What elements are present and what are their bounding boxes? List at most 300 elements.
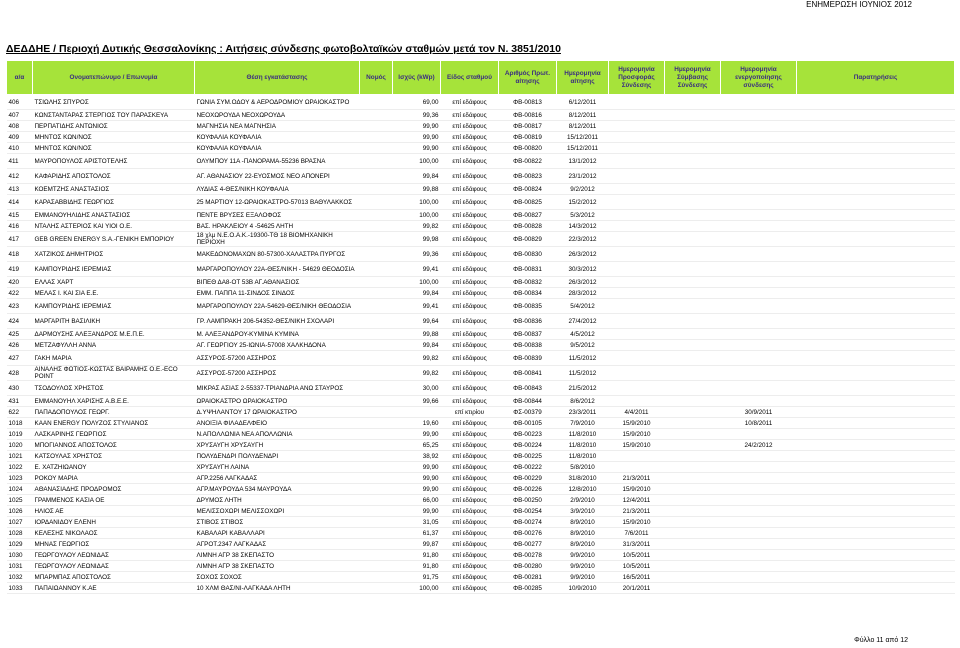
activation-date-cell [721, 169, 797, 184]
activation-date-cell [721, 299, 797, 314]
offer-date-cell [609, 396, 665, 407]
station-type-cell: επί εδάφους [441, 396, 499, 407]
application-date-cell: 15/12/2011 [557, 143, 609, 154]
applicant-name-cell: ΤΣΟΔΟΥΛΟΣ ΧΡΗΣΤΟΣ [33, 381, 195, 396]
row-number-cell: 1019 [7, 429, 33, 440]
prefecture-cell [360, 210, 393, 221]
contract-date-cell [665, 143, 721, 154]
installation-site-cell: 18 χλμ Ν.Ε.Ο.Α.Κ.-19300-ΤΘ 18 ΒΙΟΜΗΧΑΝΙΚΗ ΠΕΡΙΟΧΗ [195, 232, 360, 247]
contract-date-cell [665, 232, 721, 247]
row-number-cell: 1033 [7, 583, 33, 594]
activation-date-cell [721, 95, 797, 110]
contract-date-cell [665, 340, 721, 351]
application-date-cell: 9/9/2010 [557, 572, 609, 583]
remarks-cell [797, 528, 955, 539]
page-header-date: ΕΝΗΜΕΡΩΣΗ ΙΟΥΝΙΟΣ 2012 [806, 0, 912, 9]
table-row [7, 247, 955, 262]
document-title: ΔΕΔΔΗΕ / Περιοχή Δυτικής Θεσσαλονίκης : Αιτήσεις σύνδεσης φωτοβολταϊκών σταθμών μετά τον Ν. 3851/2010 [6, 43, 561, 55]
remarks-cell [797, 314, 955, 329]
station-type-cell: επί εδάφους [441, 95, 499, 110]
activation-date-cell [721, 473, 797, 484]
application-date-cell: 11/8/2010 [557, 429, 609, 440]
activation-date-cell [721, 232, 797, 247]
station-type-cell: επί εδάφους [441, 440, 499, 451]
application-date-cell: 5/8/2010 [557, 462, 609, 473]
protocol-number-cell: ΦΒ-00844 [499, 396, 557, 407]
table-row [7, 528, 955, 539]
row-number-cell: 1025 [7, 495, 33, 506]
application-date-cell: 31/8/2010 [557, 473, 609, 484]
table-row [7, 396, 955, 407]
applicant-name-cell: ΠΑΠΑΔΟΠΟΥΛΟΣ ΓΕΩΡΓ. [33, 407, 195, 418]
power-kwp-cell: 99,90 [393, 484, 441, 495]
protocol-number-cell: ΦΒ-00281 [499, 572, 557, 583]
contract-date-cell [665, 262, 721, 277]
application-date-cell: 6/12/2011 [557, 95, 609, 110]
offer-date-cell [609, 195, 665, 210]
table-row [7, 583, 955, 594]
row-number-cell: 413 [7, 184, 33, 195]
applicant-name-cell: Ε. ΧΑΤΖΗΙΩΑΝΟΥ [33, 462, 195, 473]
protocol-number-cell: ΦΒ-00820 [499, 143, 557, 154]
offer-date-cell [609, 299, 665, 314]
station-type-cell: επί εδάφους [441, 572, 499, 583]
application-date-cell: 27/4/2012 [557, 314, 609, 329]
station-type-cell: επί εδάφους [441, 484, 499, 495]
activation-date-cell [721, 329, 797, 340]
protocol-number-cell: ΦΒ-00223 [499, 429, 557, 440]
protocol-number-cell: ΦΒ-00831 [499, 262, 557, 277]
power-kwp-cell: 38,92 [393, 451, 441, 462]
applicant-name-cell: ΚΑΜΠΟΥΡΙΔΗΣ ΙΕΡΕΜΙΑΣ [33, 262, 195, 277]
prefecture-cell [360, 506, 393, 517]
offer-date-cell [609, 351, 665, 366]
application-date-cell: 4/5/2012 [557, 329, 609, 340]
installation-site-cell: ΚΟΥΦΑΛΙΑ ΚΟΥΦΑΛΙΑ [195, 143, 360, 154]
protocol-number-cell: ΦΒ-00834 [499, 288, 557, 299]
installation-site-cell: ΑΣΣΥΡΟΣ-57200 ΑΣΣΗΡΟΣ [195, 351, 360, 366]
contract-date-cell [665, 381, 721, 396]
station-type-cell: επί εδάφους [441, 277, 499, 288]
application-date-cell: 10/9/2010 [557, 583, 609, 594]
remarks-cell [797, 473, 955, 484]
applicant-name-cell: ΚΕΛΕΣΗΣ ΝΙΚΟΛΑΟΣ [33, 528, 195, 539]
col-header: Ημερομηνία αίτησης [557, 61, 609, 95]
activation-date-cell [721, 462, 797, 473]
prefecture-cell [360, 154, 393, 169]
power-kwp-cell: 100,00 [393, 277, 441, 288]
power-kwp-cell: 99,90 [393, 462, 441, 473]
table-row [7, 277, 955, 288]
table-header-row [7, 61, 955, 95]
applicant-name-cell: ΑΙΝΑΛΗΣ ΦΩΤΙΟΣ-ΚΩΣΤΑΣ ΒΑΙΡΑΜΗΣ Ο.Ε.-ECO POINT [33, 366, 195, 381]
remarks-cell [797, 561, 955, 572]
contract-date-cell [665, 210, 721, 221]
application-date-cell: 11/5/2012 [557, 366, 609, 381]
contract-date-cell [665, 451, 721, 462]
station-type-cell: επί εδάφους [441, 418, 499, 429]
prefecture-cell [360, 299, 393, 314]
application-date-cell: 9/5/2012 [557, 340, 609, 351]
installation-site-cell: ΑΓ. ΓΕΩΡΓΙΟΥ 25-ΙΩΝΙΑ-57008 ΧΑΛΚΗΔΟΝΑ [195, 340, 360, 351]
power-kwp-cell: 99,84 [393, 288, 441, 299]
power-kwp-cell: 99,82 [393, 221, 441, 232]
installation-site-cell: ΝΕΟΧΩΡΟΥΔΑ ΝΕΟΧΩΡΟΥΔΑ [195, 110, 360, 121]
installation-site-cell: ΒΑΣ. ΗΡΑΚΛΕΙΟΥ 4 -54625 ΛΗΤΗ [195, 221, 360, 232]
prefecture-cell [360, 351, 393, 366]
remarks-cell [797, 232, 955, 247]
row-number-cell: 422 [7, 288, 33, 299]
activation-date-cell [721, 110, 797, 121]
contract-date-cell [665, 247, 721, 262]
application-date-cell: 3/9/2010 [557, 506, 609, 517]
application-date-cell: 15/2/2012 [557, 195, 609, 210]
installation-site-cell: ΓΡ. ΛΑΜΠΡΑΚΗ 206-54352-ΘΕΣ/ΝΙΚΗ ΣΧΟΛΑΡΙ [195, 314, 360, 329]
application-date-cell: 2/9/2010 [557, 495, 609, 506]
activation-date-cell [721, 314, 797, 329]
row-number-cell: 416 [7, 221, 33, 232]
contract-date-cell [665, 407, 721, 418]
offer-date-cell [609, 451, 665, 462]
installation-site-cell: ΛΙΜΝΗ ΑΓΡ 38 ΣΚΕΠΑΣΤΟ [195, 550, 360, 561]
remarks-cell [797, 407, 955, 418]
application-date-cell: 23/3/2011 [557, 407, 609, 418]
row-number-cell: 1022 [7, 462, 33, 473]
activation-date-cell [721, 495, 797, 506]
contract-date-cell [665, 132, 721, 143]
applicant-name-cell: ΓΡΑΜΜΕΝΟΣ ΚΑΣΙΑ ΟΕ [33, 495, 195, 506]
protocol-number-cell: ΦΒ-00828 [499, 221, 557, 232]
activation-date-cell: 24/2/2012 [721, 440, 797, 451]
remarks-cell [797, 440, 955, 451]
applicant-name-cell: ΡΟΚΟΥ ΜΑΡΙΑ [33, 473, 195, 484]
power-kwp-cell: 19,60 [393, 418, 441, 429]
table-row [7, 351, 955, 366]
prefecture-cell [360, 484, 393, 495]
applicant-name-cell: GEB GREEN ENERGY S.A.-ΓΕΝΙΚΗ ΕΜΠΟΡΙΟΥ [33, 232, 195, 247]
row-number-cell: 409 [7, 132, 33, 143]
prefecture-cell [360, 184, 393, 195]
power-kwp-cell: 99,84 [393, 169, 441, 184]
table-row [7, 299, 955, 314]
remarks-cell [797, 366, 955, 381]
activation-date-cell [721, 429, 797, 440]
row-number-cell: 1026 [7, 506, 33, 517]
protocol-number-cell: ΦΒ-00835 [499, 299, 557, 314]
power-kwp-cell: 99,90 [393, 429, 441, 440]
offer-date-cell: 16/5/2011 [609, 572, 665, 583]
power-kwp-cell: 99,90 [393, 143, 441, 154]
prefecture-cell [360, 221, 393, 232]
row-number-cell: 426 [7, 340, 33, 351]
applicant-name-cell: ΚΑΤΣΟΥΛΑΣ ΧΡΗΣΤΟΣ [33, 451, 195, 462]
applicant-name-cell: ΝΤΑΛΗΣ ΑΣΤΕΡΙΟΣ ΚΑΙ ΥΙΟΙ Ο.Ε. [33, 221, 195, 232]
table-row [7, 143, 955, 154]
installation-site-cell: ΜΑΚΕΔΟΝΟΜΑΧΩΝ 80-57300-ΧΑΛΑΣΤΡΑ ΠΥΡΓΟΣ [195, 247, 360, 262]
contract-date-cell [665, 184, 721, 195]
prefecture-cell [360, 495, 393, 506]
remarks-cell [797, 340, 955, 351]
col-header: Ισχύς (kWp) [393, 61, 441, 95]
remarks-cell [797, 396, 955, 407]
power-kwp-cell: 99,90 [393, 121, 441, 132]
prefecture-cell [360, 462, 393, 473]
offer-date-cell [609, 247, 665, 262]
prefecture-cell [360, 329, 393, 340]
table-body [7, 95, 955, 594]
remarks-cell [797, 210, 955, 221]
offer-date-cell [609, 462, 665, 473]
protocol-number-cell: ΦΒ-00823 [499, 169, 557, 184]
activation-date-cell [721, 561, 797, 572]
station-type-cell: επί εδάφους [441, 495, 499, 506]
protocol-number-cell: ΦΒ-00229 [499, 473, 557, 484]
contract-date-cell [665, 195, 721, 210]
row-number-cell: 1020 [7, 440, 33, 451]
power-kwp-cell: 99,88 [393, 184, 441, 195]
installation-site-cell: ΧΡΥΣΑΥΓΗ ΛΑΙΝΑ [195, 462, 360, 473]
protocol-number-cell: ΦΒ-00285 [499, 583, 557, 594]
offer-date-cell [609, 314, 665, 329]
remarks-cell [797, 572, 955, 583]
contract-date-cell [665, 299, 721, 314]
installation-site-cell: 10 ΧΛΜ ΘΑΣ/ΝΙ-ΛΑΓΚΑΔΑ ΛΗΤΗ [195, 583, 360, 594]
installation-site-cell: ΑΓ. ΑΘΑΝΑΣΙΟΥ 22-ΕΥΟΣΜΟΣ ΝΕΟ ΑΠΟΝΕΡΙ [195, 169, 360, 184]
table-row [7, 506, 955, 517]
remarks-cell [797, 506, 955, 517]
power-kwp-cell: 99,36 [393, 247, 441, 262]
activation-date-cell [721, 132, 797, 143]
installation-site-cell: 25 ΜΑΡΤΙΟΥ 12-ΩΡΑΙΟΚΑΣΤΡΟ-57013 ΒΑΘΥΛΑΚΚΟΣ [195, 195, 360, 210]
offer-date-cell: 31/3/2011 [609, 539, 665, 550]
contract-date-cell [665, 440, 721, 451]
col-header: Ημερομηνία ενεργοποίησης σύνδεσης [721, 61, 797, 95]
installation-site-cell: ΑΓΡΟΤ.2347 ΛΑΓΚΑΔΑΣ [195, 539, 360, 550]
prefecture-cell [360, 407, 393, 418]
activation-date-cell [721, 154, 797, 169]
contract-date-cell [665, 484, 721, 495]
applicant-name-cell: ΚΑΦΑΡΙΔΗΣ ΑΠΟΣΤΟΛΟΣ [33, 169, 195, 184]
protocol-number-cell: ΦΒ-00830 [499, 247, 557, 262]
application-date-cell: 30/3/2012 [557, 262, 609, 277]
installation-site-cell: ΛΥΔΙΑΣ 4-ΘΕΣ/ΝΙΚΗ ΚΟΥΦΑΛΙΑ [195, 184, 360, 195]
contract-date-cell [665, 418, 721, 429]
contract-date-cell [665, 329, 721, 340]
table-row [7, 314, 955, 329]
power-kwp-cell: 69,00 [393, 95, 441, 110]
offer-date-cell [609, 340, 665, 351]
activation-date-cell: 30/9/2011 [721, 407, 797, 418]
remarks-cell [797, 381, 955, 396]
table-row [7, 132, 955, 143]
applicant-name-cell: ΓΕΩΡΓΟΥΛΟΥ ΛΕΩΝΙΔΑΣ [33, 550, 195, 561]
contract-date-cell [665, 583, 721, 594]
row-number-cell: 414 [7, 195, 33, 210]
prefecture-cell [360, 517, 393, 528]
protocol-number-cell: ΦΒ-00843 [499, 381, 557, 396]
application-date-cell: 8/6/2012 [557, 396, 609, 407]
installation-site-cell: ΣΟΧΟΣ ΣΟΧΟΣ [195, 572, 360, 583]
station-type-cell: επί εδάφους [441, 232, 499, 247]
installation-site-cell: ΑΓΡ.ΜΑΥΡΟΥΔΑ 534 ΜΑΥΡΟΥΔΑ [195, 484, 360, 495]
remarks-cell [797, 329, 955, 340]
activation-date-cell [721, 550, 797, 561]
remarks-cell [797, 132, 955, 143]
applicant-name-cell: ΚΑΡΑΣΑΒΒΙΔΗΣ ΓΕΩΡΓΙΟΣ [33, 195, 195, 210]
row-number-cell: 1028 [7, 528, 33, 539]
prefecture-cell [360, 418, 393, 429]
power-kwp-cell: 99,41 [393, 299, 441, 314]
table-row [7, 517, 955, 528]
prefecture-cell [360, 572, 393, 583]
activation-date-cell [721, 539, 797, 550]
installation-site-cell: ΜΑΓΝΗΣΙΑ ΝΕΑ ΜΑΓΝΗΣΙΑ [195, 121, 360, 132]
station-type-cell: επί εδάφους [441, 366, 499, 381]
station-type-cell: επί εδάφους [441, 143, 499, 154]
station-type-cell: επί εδάφους [441, 288, 499, 299]
application-date-cell: 8/12/2011 [557, 110, 609, 121]
installation-site-cell: ΒΙΠΕΘ ΔΑ8-ΟΤ 53Β ΑΓ.ΑΘΑΝΑΣΙΟΣ [195, 277, 360, 288]
row-number-cell: 1021 [7, 451, 33, 462]
table-row [7, 154, 955, 169]
activation-date-cell [721, 572, 797, 583]
offer-date-cell: 21/3/2011 [609, 506, 665, 517]
applicant-name-cell: ΜΑΡΓΑΡΙΤΗ ΒΑΣΙΛΙΚΗ [33, 314, 195, 329]
power-kwp-cell: 100,00 [393, 210, 441, 221]
remarks-cell [797, 418, 955, 429]
prefecture-cell [360, 277, 393, 288]
offer-date-cell [609, 110, 665, 121]
protocol-number-cell: ΦΒ-00274 [499, 517, 557, 528]
protocol-number-cell: ΦΒ-00225 [499, 451, 557, 462]
col-header: Αριθμός Πρωτ. αίτησης [499, 61, 557, 95]
applicant-name-cell: ΕΜΜΑΝΟΥΗΛ ΧΑΡΙΣΗΣ Α.Β.Ε.Ε. [33, 396, 195, 407]
remarks-cell [797, 121, 955, 132]
protocol-number-cell: ΦΒ-00829 [499, 232, 557, 247]
offer-date-cell: 20/1/2011 [609, 583, 665, 594]
application-date-cell: 11/8/2010 [557, 451, 609, 462]
table-row [7, 473, 955, 484]
remarks-cell [797, 484, 955, 495]
offer-date-cell [609, 277, 665, 288]
power-kwp-cell: 30,00 [393, 381, 441, 396]
application-date-cell: 15/12/2011 [557, 132, 609, 143]
activation-date-cell [721, 484, 797, 495]
row-number-cell: 1032 [7, 572, 33, 583]
station-type-cell: επί εδάφους [441, 154, 499, 169]
protocol-number-cell: ΦΒ-00819 [499, 132, 557, 143]
station-type-cell: επί εδάφους [441, 169, 499, 184]
contract-date-cell [665, 517, 721, 528]
table-row [7, 429, 955, 440]
row-number-cell: 407 [7, 110, 33, 121]
station-type-cell: επί εδάφους [441, 351, 499, 366]
table-row [7, 262, 955, 277]
power-kwp-cell: 99,98 [393, 232, 441, 247]
remarks-cell [797, 277, 955, 288]
table-row [7, 340, 955, 351]
contract-date-cell [665, 314, 721, 329]
table-row [7, 329, 955, 340]
application-date-cell: 22/3/2012 [557, 232, 609, 247]
remarks-cell [797, 184, 955, 195]
application-date-cell: 8/9/2010 [557, 539, 609, 550]
protocol-number-cell: ΦΒ-00839 [499, 351, 557, 366]
installation-site-cell: Μ. ΑΛΕΞΑΝΔΡΟΥ-ΚΥΜΙΝΑ ΚΥΜΙΝΑ [195, 329, 360, 340]
station-type-cell: επί εδάφους [441, 506, 499, 517]
application-date-cell: 26/3/2012 [557, 277, 609, 288]
table-row [7, 418, 955, 429]
applicant-name-cell: ΜΕΛΑΣ Ι. ΚΑΙ ΣΙΑ Ε.Ε. [33, 288, 195, 299]
contract-date-cell [665, 572, 721, 583]
activation-date-cell [721, 195, 797, 210]
protocol-number-cell: ΦΣ-00379 [499, 407, 557, 418]
offer-date-cell [609, 143, 665, 154]
contract-date-cell [665, 550, 721, 561]
station-type-cell: επί εδάφους [441, 195, 499, 210]
applicant-name-cell: ΠΕΡΠΑΤΙΔΗΣ ΑΝΤΩΝΙΟΣ [33, 121, 195, 132]
row-number-cell: 406 [7, 95, 33, 110]
row-number-cell: 428 [7, 366, 33, 381]
table-row [7, 381, 955, 396]
prefecture-cell [360, 288, 393, 299]
prefecture-cell [360, 195, 393, 210]
installation-site-cell: ΩΡΑΙΟΚΑΣΤΡΟ ΩΡΑΙΟΚΑΣΤΡΟ [195, 396, 360, 407]
station-type-cell: επί εδάφους [441, 340, 499, 351]
power-kwp-cell: 91,80 [393, 550, 441, 561]
table-row [7, 550, 955, 561]
power-kwp-cell: 91,75 [393, 572, 441, 583]
remarks-cell [797, 110, 955, 121]
contract-date-cell [665, 221, 721, 232]
offer-date-cell [609, 221, 665, 232]
activation-date-cell [721, 121, 797, 132]
protocol-number-cell: ΦΒ-00838 [499, 340, 557, 351]
prefecture-cell [360, 381, 393, 396]
applicant-name-cell: ΑΘΑΝΑΣΙΑΔΗΣ ΠΡΟΔΡΟΜΟΣ [33, 484, 195, 495]
station-type-cell: επί εδάφους [441, 184, 499, 195]
application-date-cell: 5/3/2012 [557, 210, 609, 221]
row-number-cell: 1023 [7, 473, 33, 484]
table-row [7, 210, 955, 221]
protocol-number-cell: ΦΒ-00224 [499, 440, 557, 451]
remarks-cell [797, 539, 955, 550]
station-type-cell: επί εδάφους [441, 121, 499, 132]
power-kwp-cell: 99,88 [393, 329, 441, 340]
remarks-cell [797, 288, 955, 299]
row-number-cell: 430 [7, 381, 33, 396]
row-number-cell: 425 [7, 329, 33, 340]
protocol-number-cell: ΦΒ-00836 [499, 314, 557, 329]
prefecture-cell [360, 95, 393, 110]
contract-date-cell [665, 288, 721, 299]
contract-date-cell [665, 473, 721, 484]
activation-date-cell [721, 210, 797, 221]
station-type-cell: επί εδάφους [441, 473, 499, 484]
table-row [7, 288, 955, 299]
contract-date-cell [665, 366, 721, 381]
installation-site-cell: ΓΩΝΙΑ ΣΥΜ.ΟΔΟΥ & ΑΕΡΟΔΡΟΜΙΟΥ ΩΡΑΙΟΚΑΣΤΡΟ [195, 95, 360, 110]
contract-date-cell [665, 528, 721, 539]
col-header: Ονοματεπώνυμο / Επωνυμία [33, 61, 195, 95]
table-row [7, 440, 955, 451]
applicant-name-cell: ΜΑΥΡΟΠΟΥΛΟΣ ΑΡΙΣΤΟΤΕΛΗΣ [33, 154, 195, 169]
col-header: Παρατηρήσεις [797, 61, 955, 95]
table-row [7, 184, 955, 195]
station-type-cell: επί εδάφους [441, 247, 499, 262]
protocol-number-cell: ΦΒ-00817 [499, 121, 557, 132]
offer-date-cell [609, 95, 665, 110]
